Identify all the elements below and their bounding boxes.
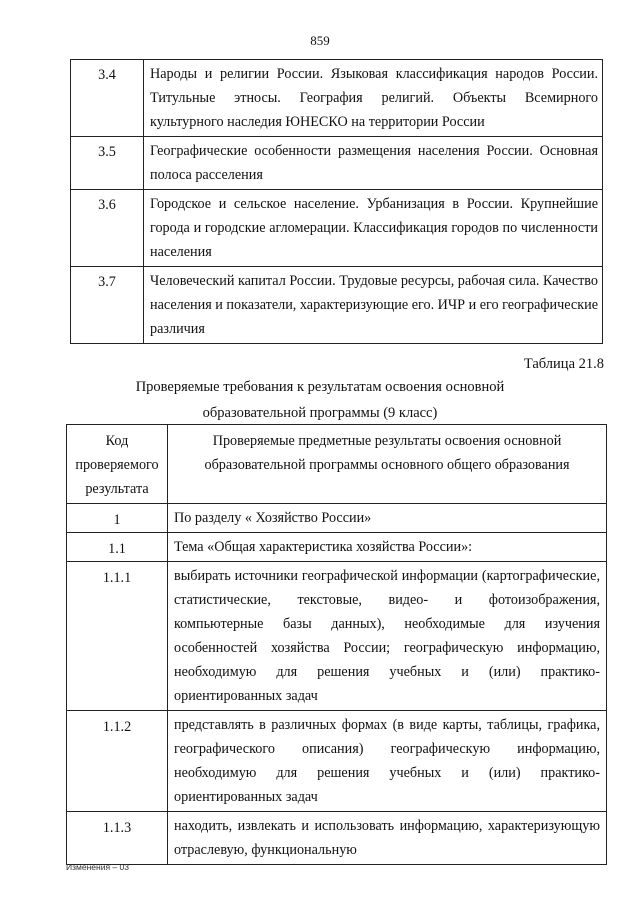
result-code: 1 [67,504,168,533]
result-text: представлять в различных формах (в виде карты, таблицы, графика, географического описания) географическую информацию, необходимую для решения учебных и (или) практико-ориентированных задач [168,711,607,812]
topic-text: Городское и сельское население. Урбанизация в России. Крупнейшие города и городские агломерации. Классификация городов по численности населения [144,190,603,267]
table-row [67,562,607,711]
header-description: Проверяемые предметные результаты освоения основной образовательной программы основного общего образования [168,425,607,504]
table-row [71,267,603,344]
header-code: Код проверяемого результата [67,425,168,504]
table-row [71,190,603,267]
table-row [67,533,607,562]
result-code: 1.1.3 [67,812,168,865]
topic-number: 3.4 [71,60,144,137]
table-label: Таблица 21.8 [523,356,604,372]
table-title-continued: образовательной программы (9 класс) [202,405,438,421]
topics-table [70,59,603,344]
result-text: находить, извлекать и использовать информацию, характеризующую отраслевую, функциональную [168,812,607,865]
result-code: 1.1 [67,533,168,562]
result-text: Тема «Общая характеристика хозяйства России»: [168,533,607,562]
topic-text: Человеческий капитал России. Трудовые ресурсы, рабочая сила. Качество населения и показатели, характеризующие его. ИЧР и его географические различия [144,267,603,344]
footer-revision: Изменения – 03 [66,862,129,872]
topic-number: 3.5 [71,137,144,190]
table-row [67,812,607,865]
table-row [67,711,607,812]
result-text: По разделу « Хозяйство России» [168,504,607,533]
table-row [67,504,607,533]
table-title: Проверяемые требования к результатам освоения основной [135,379,505,395]
table-header-row [67,425,607,504]
topic-number: 3.7 [71,267,144,344]
result-code: 1.1.2 [67,711,168,812]
page-number: 859 [310,33,330,48]
result-text: выбирать источники географической информации (картографические, статистические, текстовые, видео- и фотоизображения, компьютерные базы данных), необходимые для изучения особенностей хозяйства России; географическую информацию, необходимую для решения учебных и (или) практико-ориентированных задач [168,562,607,711]
topic-number: 3.6 [71,190,144,267]
requirements-table [66,424,607,865]
result-code: 1.1.1 [67,562,168,711]
table-row [71,60,603,137]
table-row [71,137,603,190]
topic-text: Географические особенности размещения населения России. Основная полоса расселения [144,137,603,190]
topic-text: Народы и религии России. Языковая классификация народов России. Титульные этносы. География религий. Объекты Всемирного культурного наследия ЮНЕСКО на территории России [144,60,603,137]
